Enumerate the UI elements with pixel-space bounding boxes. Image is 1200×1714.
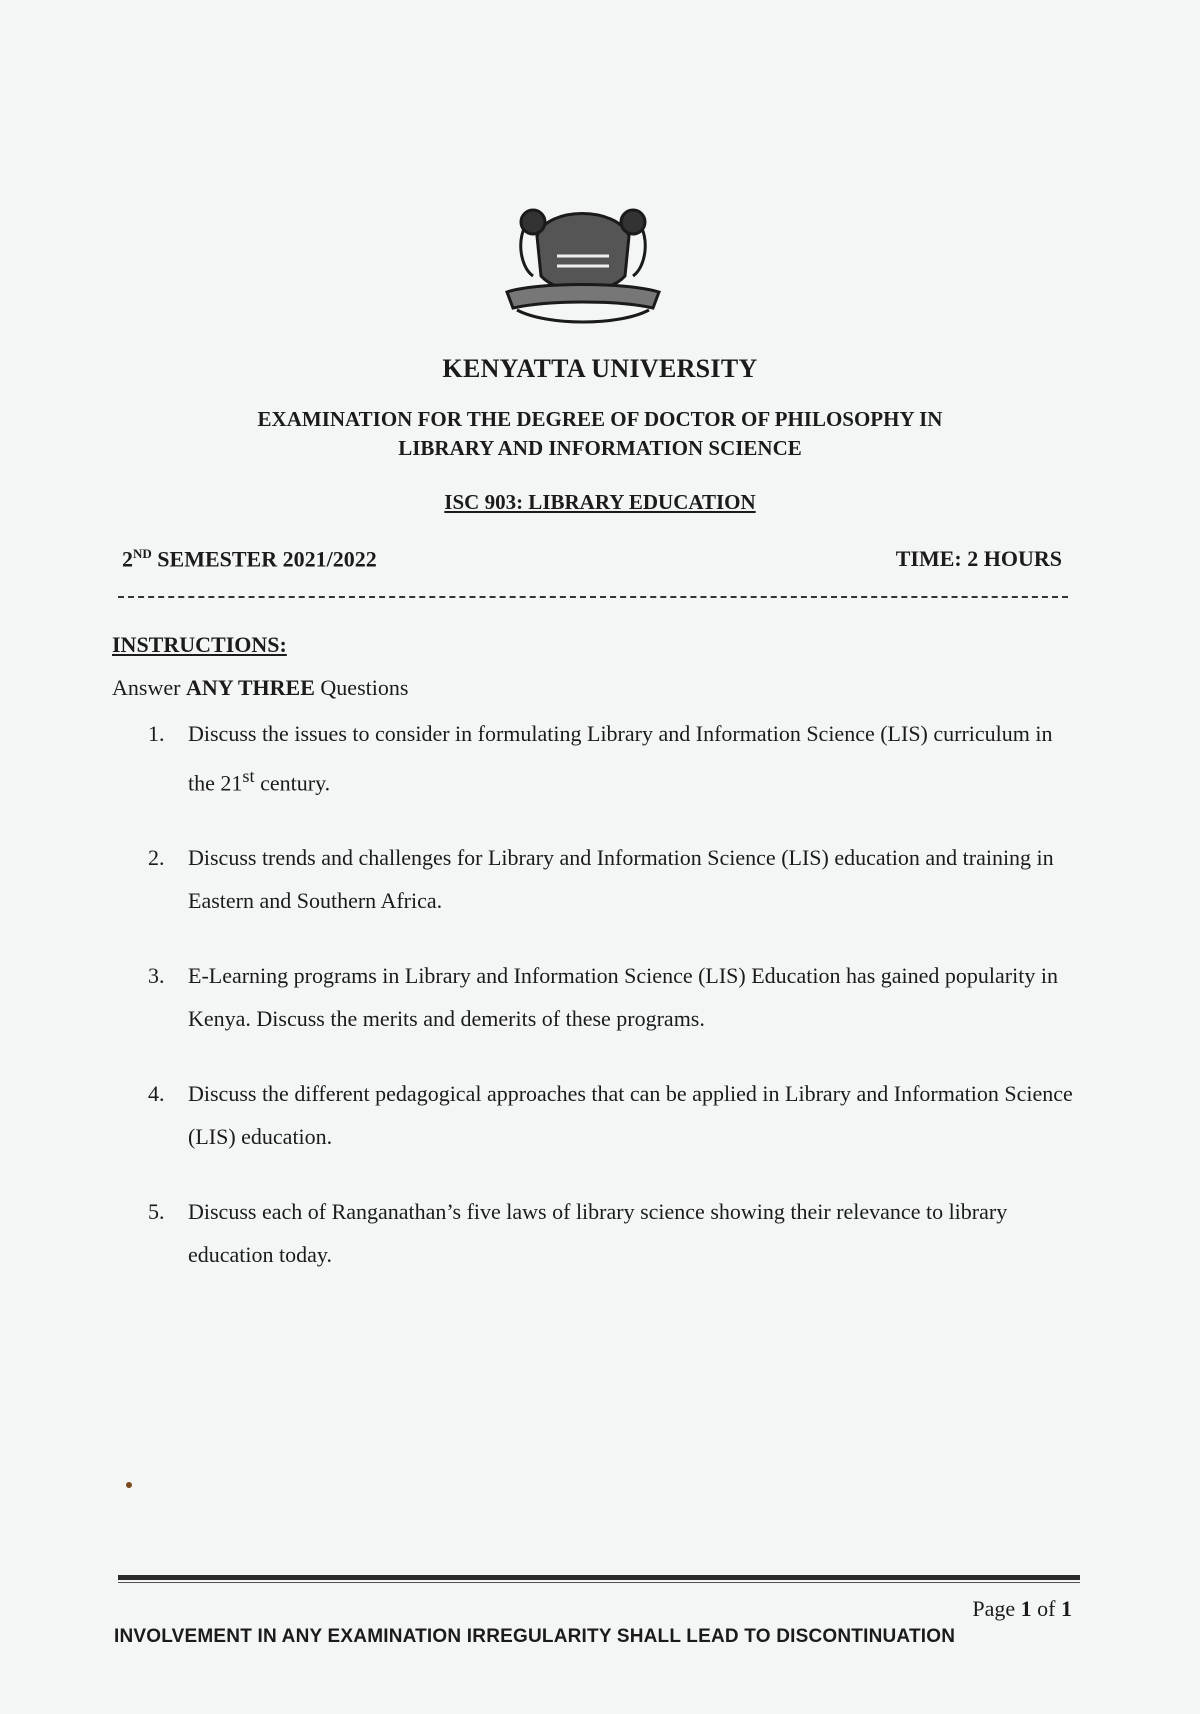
question-list bbox=[148, 712, 1078, 1308]
question-number: 5. bbox=[148, 1199, 165, 1225]
question-item bbox=[148, 1190, 1078, 1276]
answer-suffix: Questions bbox=[314, 675, 409, 700]
question-text: Discuss the issues to consider in formulating Library and Information Science (LIS) curriculum in the 21 bbox=[188, 721, 1053, 796]
question-text: Discuss trends and challenges for Library and Information Science (LIS) education and training in Eastern and Southern Africa. bbox=[188, 845, 1054, 914]
question-item bbox=[148, 712, 1078, 804]
semester bbox=[122, 546, 377, 572]
footer-warning: INVOLVEMENT IN ANY EXAMINATION IRREGULARITY SHALL LEAD TO DISCONTINUATION bbox=[114, 1626, 956, 1647]
semester-suffix: ND bbox=[133, 546, 152, 561]
question-text-end: century. bbox=[254, 770, 331, 796]
dashed-divider bbox=[118, 596, 1068, 598]
course-code-title: ISC 903: LIBRARY EDUCATION bbox=[444, 490, 756, 514]
exam-time: TIME: 2 HOURS bbox=[895, 546, 1062, 571]
university-crest-logo bbox=[497, 196, 669, 330]
exam-title-line-1: EXAMINATION FOR THE DEGREE OF DOCTOR OF PHILOSOPHY IN bbox=[257, 407, 943, 431]
page-number bbox=[972, 1596, 1072, 1622]
question-text: Discuss the different pedagogical approaches that can be applied in Library and Information Science (LIS) education. bbox=[188, 1081, 1073, 1150]
page-current: 1 bbox=[1020, 1596, 1032, 1621]
question-number: 4. bbox=[148, 1081, 165, 1107]
answer-instruction bbox=[112, 675, 408, 701]
semester-number: 2 bbox=[122, 546, 133, 572]
question-text: Discuss each of Ranganathan’s five laws of library science showing their relevance to library education today. bbox=[188, 1199, 1008, 1268]
question-text: E-Learning programs in Library and Information Science (LIS) Education has gained popularity in Kenya. Discuss the merits and demerits of these programs. bbox=[188, 963, 1058, 1032]
university-name: KENYATTA UNIVERSITY bbox=[442, 354, 758, 383]
answer-prefix: Answer bbox=[112, 675, 186, 700]
semester-year: SEMESTER 2021/2022 bbox=[151, 546, 377, 572]
page-label: Page bbox=[972, 1596, 1021, 1621]
instructions-heading: INSTRUCTIONS: bbox=[112, 632, 287, 657]
question-number: 1. bbox=[148, 721, 165, 746]
paper-speck bbox=[126, 1482, 132, 1488]
exam-title-line-2: LIBRARY AND INFORMATION SCIENCE bbox=[398, 436, 802, 460]
footer-rule-thin bbox=[118, 1582, 1080, 1583]
question-item bbox=[148, 954, 1078, 1040]
course-title bbox=[0, 490, 1200, 515]
answer-emphasis: ANY THREE bbox=[185, 675, 315, 700]
footer-rule-thick bbox=[118, 1575, 1080, 1580]
question-number: 3. bbox=[148, 963, 165, 989]
question-item bbox=[148, 836, 1078, 922]
question-number: 2. bbox=[148, 845, 165, 871]
question-item bbox=[148, 1072, 1078, 1158]
page-of: of bbox=[1031, 1596, 1061, 1621]
exam-title bbox=[0, 405, 1200, 463]
page-total: 1 bbox=[1061, 1596, 1072, 1621]
question-superscript: st bbox=[242, 766, 255, 786]
